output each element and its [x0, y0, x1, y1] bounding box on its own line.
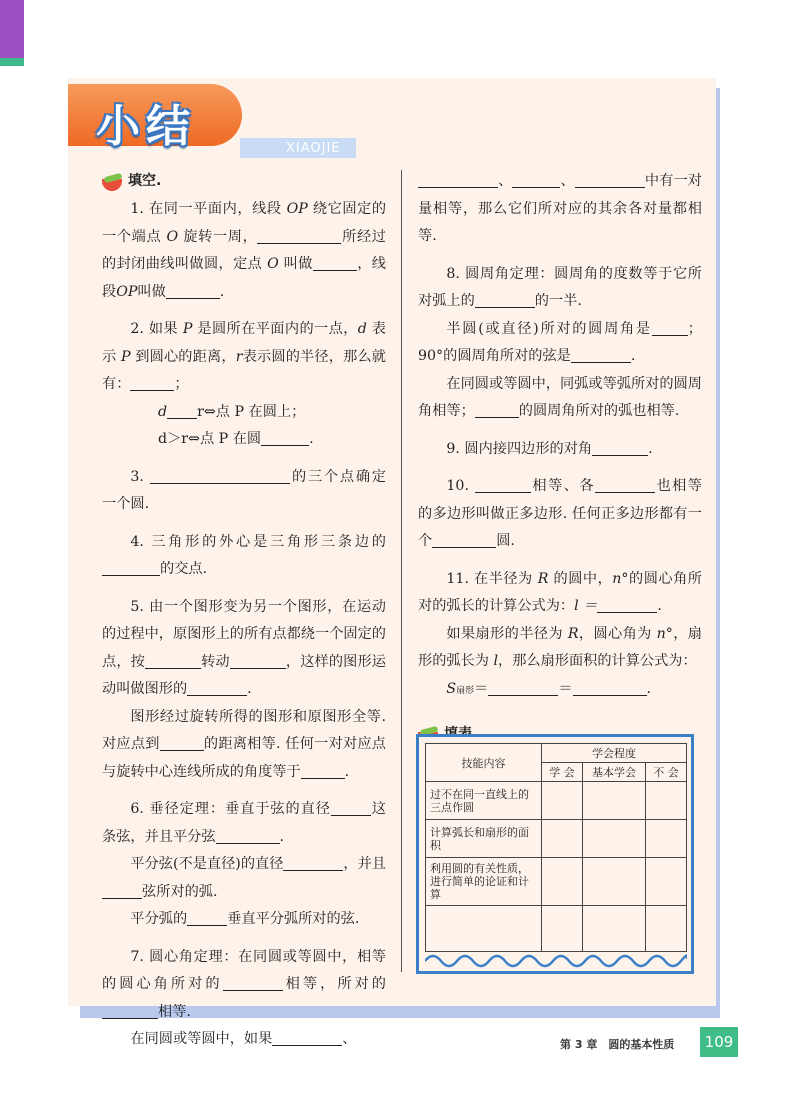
question-4: 4. 三角形的外心是三角形三条边的的交点. [102, 529, 386, 584]
chapter-footer: 第 3 章 圆的基本性质 [560, 1038, 675, 1051]
blank[interactable] [313, 253, 357, 271]
skill-cell: 利用圆的有关性质，进行简单的论证和计算 [426, 858, 542, 906]
blank[interactable] [230, 651, 286, 669]
wavy-border [425, 951, 687, 971]
question-8: 8. 圆周角定理：圆周角的度数等于它所对弧上的 的一半. [418, 265, 702, 309]
question-9: 9. 圆内接四边形的对角 . [418, 436, 702, 464]
pencil-icon [102, 173, 124, 191]
edge-tab-green [0, 58, 24, 66]
check-cell[interactable] [645, 906, 686, 952]
blank[interactable] [223, 973, 283, 991]
blank[interactable] [475, 290, 535, 308]
col-header-skill: 技能内容 [426, 744, 542, 782]
blank[interactable] [652, 318, 688, 336]
sub-col-not-learned: 不 会 [645, 763, 686, 782]
blank[interactable] [597, 595, 657, 613]
blank[interactable] [592, 438, 648, 456]
left-column [102, 168, 386, 1054]
blank[interactable] [130, 373, 174, 391]
question-11: 11. 在半径为 R 的圆中，n°的圆心角所对的弧长的计算公式为：l ＝ . [418, 570, 702, 614]
page-subtitle: XIAOJIE [286, 141, 341, 156]
blank[interactable] [575, 170, 645, 188]
blank[interactable] [102, 1001, 158, 1019]
sector-area-formula: S扇形＝ ＝ . [418, 676, 702, 706]
skill-cell: 计算弧长和扇形的面积 [426, 820, 542, 858]
question-6-para-3: 平分弧的 垂直平分弧所对的弦. [102, 906, 386, 934]
fill-heading [102, 168, 386, 196]
skill-grid [425, 743, 687, 952]
blank[interactable] [475, 475, 531, 493]
question-8-para-3: 在同圆或等圆中，同弧或等弧所对的圆周角相等； 的圆周角所对的弧也相等. [418, 375, 702, 419]
question-2-line-2: d r⇔点 P 在圆上； [102, 399, 386, 427]
edge-tab-purple [0, 0, 24, 58]
blank[interactable] [102, 558, 160, 576]
question-6: 6. 垂径定理：垂直于弦的直径 这条弦，并且平分弦 . [102, 796, 386, 851]
blank[interactable] [595, 475, 655, 493]
fill-heading-label: 填空. [128, 173, 162, 190]
blank[interactable] [331, 798, 371, 816]
blank[interactable] [150, 466, 290, 484]
question-7-para-2: 在同圆或等圆中，如果 、 [102, 1026, 386, 1054]
check-cell[interactable] [542, 858, 583, 906]
table-row [426, 820, 687, 858]
check-cell[interactable] [583, 820, 646, 858]
question-11-para-2: 如果扇形的半径为 R，圆心角为 n°，扇形的弧长为 l，那么扇形面积的计算公式为： [418, 625, 702, 669]
skill-cell: 过不在同一直线上的三点作圆 [426, 782, 542, 820]
check-cell[interactable] [542, 782, 583, 820]
blank[interactable] [418, 170, 498, 188]
page-number: 109 [700, 1027, 738, 1057]
question-7-continued: 、 、 中有一对量相等，那么它们所对应的其余各对量都相等. [418, 168, 702, 251]
question-1: 1. 在同一平面内，线段 OP 绕它固定的一个端点 O 旋转一周， 所经过的封闭曲线叫做圆，定点 O 叫做 ，线段OP叫做 . [102, 201, 387, 300]
question-2-line-3: d＞r⇔点 P 在圆 . [102, 426, 386, 454]
sub-col-learned: 学 会 [542, 763, 583, 782]
check-cell[interactable] [645, 782, 686, 820]
blank[interactable] [145, 651, 201, 669]
blank[interactable] [187, 678, 247, 696]
table-row [426, 906, 687, 952]
blank[interactable] [488, 678, 558, 696]
blank[interactable] [167, 401, 197, 419]
blank[interactable] [432, 530, 496, 548]
check-cell[interactable] [645, 858, 686, 906]
blank[interactable] [573, 678, 647, 696]
page-title: 小结 [96, 101, 196, 152]
blank[interactable] [160, 733, 204, 751]
check-cell[interactable] [583, 858, 646, 906]
question-6-para-2: 平分弦(不是直径)的直径 ，并且弦所对的弧. [102, 851, 386, 906]
question-3: 3. 的三个点确定一个圆. [102, 464, 386, 519]
check-cell[interactable] [645, 820, 686, 858]
question-10: 10. 相等、各 也相等的多边形叫做正多边形. 任何正多边形都有一个 圆. [418, 473, 702, 556]
question-5: 5. 由一个图形变为另一个图形，在运动的过程中，原图形上的所有点都绕一个固定的点，按 转动 ，这样的图形运动叫做图形的 . [102, 598, 386, 697]
blank[interactable] [261, 428, 309, 446]
question-2: 2. 如果 P 是圆所在平面内的一点，d 表示 P 到圆心的距离，r表示圆的半径，那么就有： ； [102, 321, 386, 392]
column-divider [401, 170, 402, 972]
col-header-degree: 学会程度 [542, 744, 687, 763]
check-cell[interactable] [542, 820, 583, 858]
skill-table [416, 734, 694, 974]
blank[interactable] [475, 400, 519, 418]
question-5-para-2: 图形经过旋转所得的图形和原图形全等. 对应点到 的距离相等. 任何一对对应点与旋转中心连线所成的角度等于 . [102, 708, 386, 780]
blank[interactable] [512, 170, 560, 188]
sub-col-mostly-learned: 基本学会 [583, 763, 646, 782]
check-cell[interactable] [583, 782, 646, 820]
blank[interactable] [257, 226, 341, 244]
blank[interactable] [187, 908, 227, 926]
right-column [418, 168, 702, 749]
check-cell[interactable] [583, 906, 646, 952]
blank[interactable] [301, 761, 345, 779]
question-8-para-2: 半圆(或直径)所对的圆周角是 ；90°的圆周角所对的弦是 . [418, 316, 702, 371]
blank[interactable] [272, 1028, 342, 1046]
blank[interactable] [571, 345, 631, 363]
empty-cell[interactable] [426, 906, 542, 952]
table-row [426, 858, 687, 906]
blank[interactable] [216, 826, 280, 844]
table-row [426, 782, 687, 820]
blank[interactable] [283, 853, 343, 871]
blank[interactable] [102, 881, 142, 899]
blank[interactable] [166, 281, 220, 299]
check-cell[interactable] [542, 906, 583, 952]
question-7: 7. 圆心角定理：在同圆或等圆中，相等的圆心角所对的 相等，所对的相等. [102, 948, 386, 1020]
